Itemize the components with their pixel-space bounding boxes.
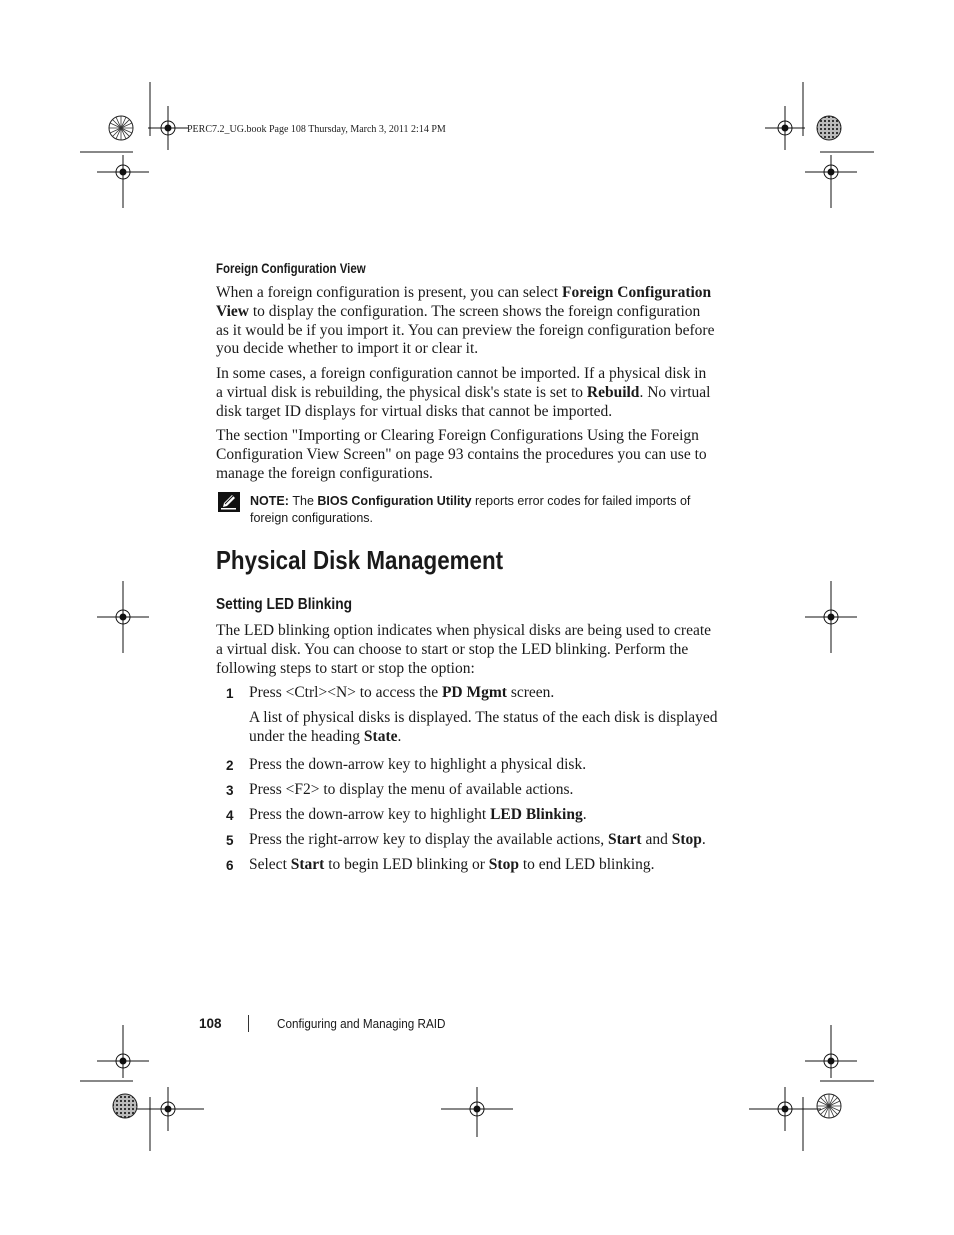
print-header: PERC7.2_UG.book Page 108 Thursday, March 3, 2011 2:14 PM [187,124,446,135]
note-text: NOTE: The BIOS Configuration Utility reports error codes for failed imports of foreign configurations. [250,494,691,525]
step-1-detail: A list of physical disks is displayed. The status of the each disk is displayed under the heading State. [249,709,718,745]
paragraph-foreign-2: In some cases, a foreign configuration cannot be imported. If a physical disk in a virtual disk is rebuilding, the physical disk's state is set to Rebuild. No virtual disk target ID displays for virtual disks that cannot be imported. [216,365,711,420]
footer-divider [248,1015,249,1032]
subheading-setting-led-blinking: Setting LED Blinking [216,596,353,613]
page-title: Physical Disk Management [216,545,504,575]
footer-chapter-title: Configuring and Managing RAID [277,1016,446,1031]
section-heading-foreign-configuration-view: Foreign Configuration View [216,260,366,276]
paragraph-foreign-3: The section "Importing or Clearing Foreign Configurations Using the Foreign Configuration View Screen" on page 93 contains the procedures you can use to manage the foreign configurations. [216,427,707,482]
paragraph-led-intro: The LED blinking option indicates when physical disks are being used to create a virtual disk. You can choose to start or stop the LED blinking. Perform the following steps to start or stop the option: [216,622,712,677]
note-pencil-icon [218,492,240,512]
paragraph-foreign-1: When a foreign configuration is present, you can select Foreign Configuration View to display the configuration. The screen shows the foreign configuration as it would be if you import it. You can preview the foreign configuration before you decide whether to import it or clear it. [216,284,715,358]
page-number: 108 [199,1016,222,1031]
